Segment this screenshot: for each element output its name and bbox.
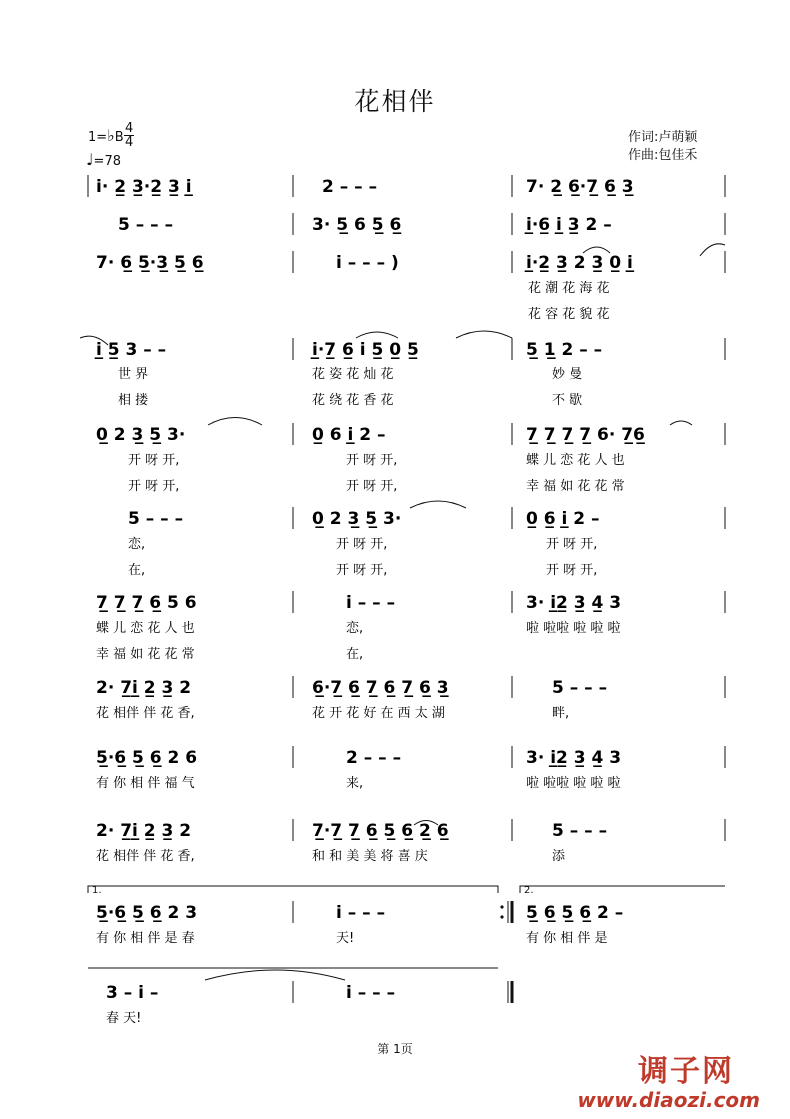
lyric-line: 啦 啦啦 啦 啦 啦 (526, 621, 621, 636)
notation-measure: 5̲ 1̲ 2 – – (526, 340, 603, 360)
notation-measure: 5̲·6̲ 5̲ 6̲ 2 6 (96, 748, 198, 768)
lyric-line: 春 天! (106, 1011, 142, 1026)
lyric-line: 妙 曼 (552, 367, 583, 382)
lyric-line: 开 呀 开, (336, 563, 388, 578)
notation-measure: 2 – – – (346, 748, 402, 768)
lyric-line: 在, (128, 563, 146, 578)
notation-measure: 7̲ 7̲ 7̲ 6̲ 5 6 (96, 593, 197, 613)
lyric-line: 在, (346, 647, 364, 662)
notation-measure: 7̲·7̲ 7̲ 6̲ 5̲ 6̲ 2̲ 6̲ (312, 821, 449, 841)
watermark-logo-text: 调子网 (638, 1054, 734, 1089)
lyric-line: 幸 福 如 花 花 常 (96, 647, 195, 662)
slur-arc (356, 332, 398, 338)
lyric-line: 开 呀 开, (546, 537, 598, 552)
notation-measure: 5 – – – (552, 821, 608, 841)
lyric-line: 蝶 儿 恋 花 人 也 (96, 621, 195, 636)
notation-measure: i – – – (346, 983, 396, 1003)
lyric-line: 相 搂 (118, 393, 149, 408)
lyric-line: 花 开 花 好 在 西 太 湖 (312, 706, 445, 721)
notation-measure: 5̲·6̲ 5̲ 6̲ 2 3 (96, 903, 198, 923)
watermark-url: www.diaozi.com (577, 1088, 760, 1112)
quarter-note-icon: ♩ (86, 150, 94, 169)
lyric-line: 开 呀 开, (128, 479, 180, 494)
time-top: 4 (125, 121, 134, 136)
lyricist-credit: 作词:卢萌颖 (628, 130, 698, 145)
lyric-line: 添 (552, 849, 566, 864)
lyric-line: 恋, (346, 621, 364, 636)
lyric-line: 有 你 相 伴 是 春 (96, 931, 195, 946)
notation-measure: 3 – i – (106, 983, 159, 1003)
lyric-line: 世 界 (118, 367, 149, 382)
notation-measure: 2 – – – (322, 177, 378, 197)
lyric-line: 蝶 儿 恋 花 人 也 (526, 453, 625, 468)
repeat-dot (500, 915, 503, 918)
lyric-line: 开 呀 开, (128, 453, 180, 468)
notation-measure: 5 – – – (118, 215, 174, 235)
slur-arc (456, 331, 512, 338)
notation-measure: 2· 7̲i̲ 2̲ 3̲ 2 (96, 821, 192, 841)
notation-measure: 3· i̲2̲ 3̲ 4̲ 3 (526, 748, 622, 768)
repeat-dot (500, 905, 503, 908)
notation-measure: 5̲ 6̲ 5̲ 6̲ 2 – (526, 903, 624, 923)
notation-measure: 5 – – – (552, 678, 608, 698)
slur-arc (410, 501, 466, 508)
lyric-line: 恋, (128, 537, 146, 552)
key-prefix: 1= (88, 130, 108, 145)
notation-measure: 0̲ 6̲ i̲ 2 – (526, 509, 600, 529)
lyric-line: 开 呀 开, (346, 453, 398, 468)
lyric-line: 花 容 花 貌 花 (528, 307, 610, 322)
slur-arc (670, 421, 692, 425)
notation-measure: 0̲ 2 3̲ 5̲ 3· (96, 425, 186, 445)
tempo-value: =78 (93, 154, 121, 169)
lyric-line: 开 呀 开, (346, 479, 398, 494)
ending-2-label: 2. (524, 885, 534, 896)
lyric-line: 和 和 美 美 将 喜 庆 (312, 849, 428, 864)
notation-measure: 6̲·7̲ 6̲ 7̲ 6̲ 7̲ 6̲ 3̲ (312, 678, 449, 698)
lyric-line: 花 相伴 伴 花 香, (96, 706, 195, 721)
volta-bracket-1 (88, 886, 498, 893)
notation-measure: 0̲ 2 3̲ 5̲ 3· (312, 509, 402, 529)
lyric-line: 开 呀 开, (336, 537, 388, 552)
notation-measure: i – – – (336, 903, 386, 923)
notation-measure: 2· 7̲i̲ 2̲ 3̲ 2 (96, 678, 192, 698)
notation-measure: 0̲ 6 i̲ 2 – (312, 425, 386, 445)
ending-1-label: 1. (92, 885, 102, 896)
lyric-line: 来, (346, 776, 364, 791)
lyric-line: 有 你 相 伴 福 气 (96, 776, 195, 791)
lyric-line: 花 相伴 伴 花 香, (96, 849, 195, 864)
lyric-line: 幸 福 如 花 花 常 (526, 479, 625, 494)
lyric-line: 有 你 相 伴 是 (526, 931, 608, 946)
notation-measure: i – – – (346, 593, 396, 613)
song-title: 花相伴 (354, 87, 436, 116)
notation-measure: i· 2̲ 3̲·2̲ 3̲ i̲ (96, 177, 192, 197)
key-note: B (114, 130, 124, 145)
slur-arc (208, 418, 262, 426)
notation-measure: i̲·6̲ i̲ 3̲ 2 – (526, 215, 612, 235)
lyric-line: 花 潮 花 海 花 (528, 281, 610, 296)
lyric-line: 天! (336, 931, 355, 946)
lyric-line: 花 绕 花 香 花 (312, 393, 394, 408)
lyric-line: 畔, (552, 706, 570, 721)
lyric-line: 开 呀 开, (546, 563, 598, 578)
page-number: 第 1页 (377, 1042, 413, 1056)
composer-credit: 作曲:包佳禾 (628, 148, 698, 163)
notation-measure: i̲·2̲ 3̲ 2 3̲ 0̲ i̲ (526, 253, 633, 273)
time-bottom: 4 (125, 135, 134, 150)
flat-symbol: ♭ (107, 126, 115, 145)
slur-arc (700, 244, 725, 256)
lyric-line: 不 歇 (552, 393, 583, 408)
notation-measure: 5 – – – (128, 509, 184, 529)
notation-measure: i – – – ) (336, 253, 399, 273)
notation-measure: 7· 2̲ 6̲·7̲ 6̲ 3̲ (526, 177, 634, 197)
notation-measure: 3· 5̲ 6 5̲ 6̲ (312, 215, 402, 235)
notation-measure: i̲ 5̲ 3 – – (96, 340, 167, 360)
volta-bracket-2 (520, 886, 725, 893)
notation-measure: i̲·7̲ 6̲ i 5̲ 0̲ 5̲ (312, 340, 419, 360)
lyric-line: 花 姿 花 灿 花 (312, 367, 394, 382)
notation-measure: 3· i̲2̲ 3̲ 4̲ 3 (526, 593, 622, 613)
notation-measure: 7̲ 7̲ 7̲ 7̲ 6· 7̲6̲ (526, 425, 645, 445)
lyric-line: 啦 啦啦 啦 啦 啦 (526, 776, 621, 791)
notation-measure: 7· 6̲ 5̲·3̲ 5̲ 6̲ (96, 253, 204, 273)
slur-arc (205, 970, 345, 980)
